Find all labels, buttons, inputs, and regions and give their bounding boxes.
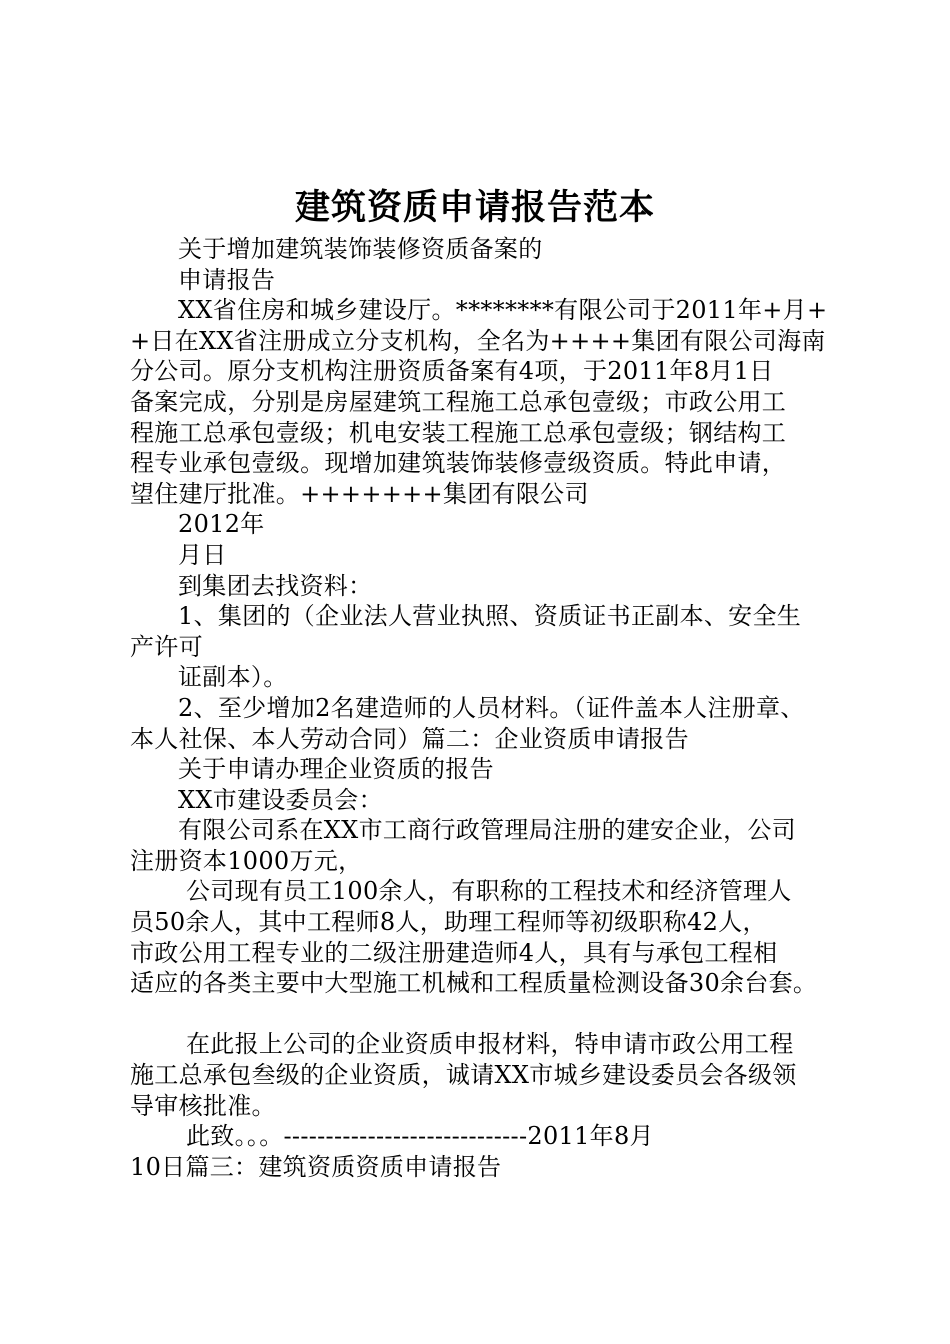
- paragraph-line: 此致。。。-----------------------------2011年8月: [186, 1122, 654, 1151]
- paragraph-line: 申请报告: [178, 265, 276, 294]
- paragraph-line: 本人社保、本人劳动合同）篇二：企业资质申请报告: [130, 724, 689, 753]
- paragraph-line: 导审核批准。: [130, 1091, 276, 1120]
- paragraph-line: 程专业承包壹级。现增加建筑装饰装修壹级资质。特此申请，: [130, 449, 787, 478]
- paragraph-line: 月日: [178, 540, 227, 569]
- paragraph-line: 证副本）。: [178, 663, 288, 692]
- paragraph-line: 公司现有员工100余人，有职称的工程技术和经济管理人: [186, 877, 792, 906]
- document-title: 建筑资质申请报告范本: [294, 188, 655, 228]
- paragraph-line: 市政公用工程专业的二级注册建造师4人，具有与承包工程相: [130, 938, 778, 967]
- paragraph-line: 员50余人，其中工程师8人，助理工程师等初级职称42人，: [130, 908, 767, 937]
- blank-line: [130, 999, 840, 1030]
- paragraph-line: 望住建厅批准。+++++++集团有限公司: [130, 479, 589, 508]
- paragraph-line: 在此报上公司的企业资质申报材料，特申请市政公用工程: [186, 1030, 794, 1059]
- paragraph-line: 施工总承包叁级的企业资质，诚请XX市城乡建设委员会各级领: [130, 1061, 797, 1090]
- paragraph-line: 10日篇三：建筑资质资质申请报告: [130, 1152, 502, 1181]
- paragraph-line: +日在XX省注册成立分支机构，全名为++++集团有限公司海南: [130, 326, 826, 355]
- paragraph-line: 产许可: [130, 632, 203, 661]
- paragraph-line: 程施工总承包壹级；机电安装工程施工总承包壹级；钢结构工: [130, 418, 787, 447]
- paragraph-line: 2、至少增加2名建造师的人员材料。（证件盖本人注册章、: [178, 693, 805, 722]
- paragraph-line: 关于增加建筑装饰装修资质备案的: [178, 235, 543, 263]
- paragraph-line: 注册资本1000万元，: [130, 846, 363, 875]
- document-body: [130, 234, 840, 1182]
- paragraph-line: 到集团去找资料：: [178, 571, 373, 600]
- paragraph-line: 2012年: [178, 510, 265, 539]
- paragraph-line: XX市建设委员会：: [178, 785, 383, 814]
- paragraph-line: 分公司。原分支机构注册资质备案有4项，于2011年8月1日: [130, 357, 774, 386]
- paragraph-line: 1、集团的（企业法人营业执照、资质证书正副本、安全生: [178, 602, 802, 631]
- paragraph-line: 适应的各类主要中大型施工机械和工程质量检测设备30余台套。: [130, 969, 818, 998]
- paragraph-line: 备案完成，分别是房屋建筑工程施工总承包壹级；市政公用工: [130, 387, 787, 416]
- paragraph-line: XX省住房和城乡建设厅。********有限公司于2011年+月+: [178, 296, 828, 325]
- paragraph-line: 关于申请办理企业资质的报告: [178, 755, 494, 784]
- paragraph-line: 有限公司系在XX市工商行政管理局注册的建安企业，公司: [178, 816, 796, 845]
